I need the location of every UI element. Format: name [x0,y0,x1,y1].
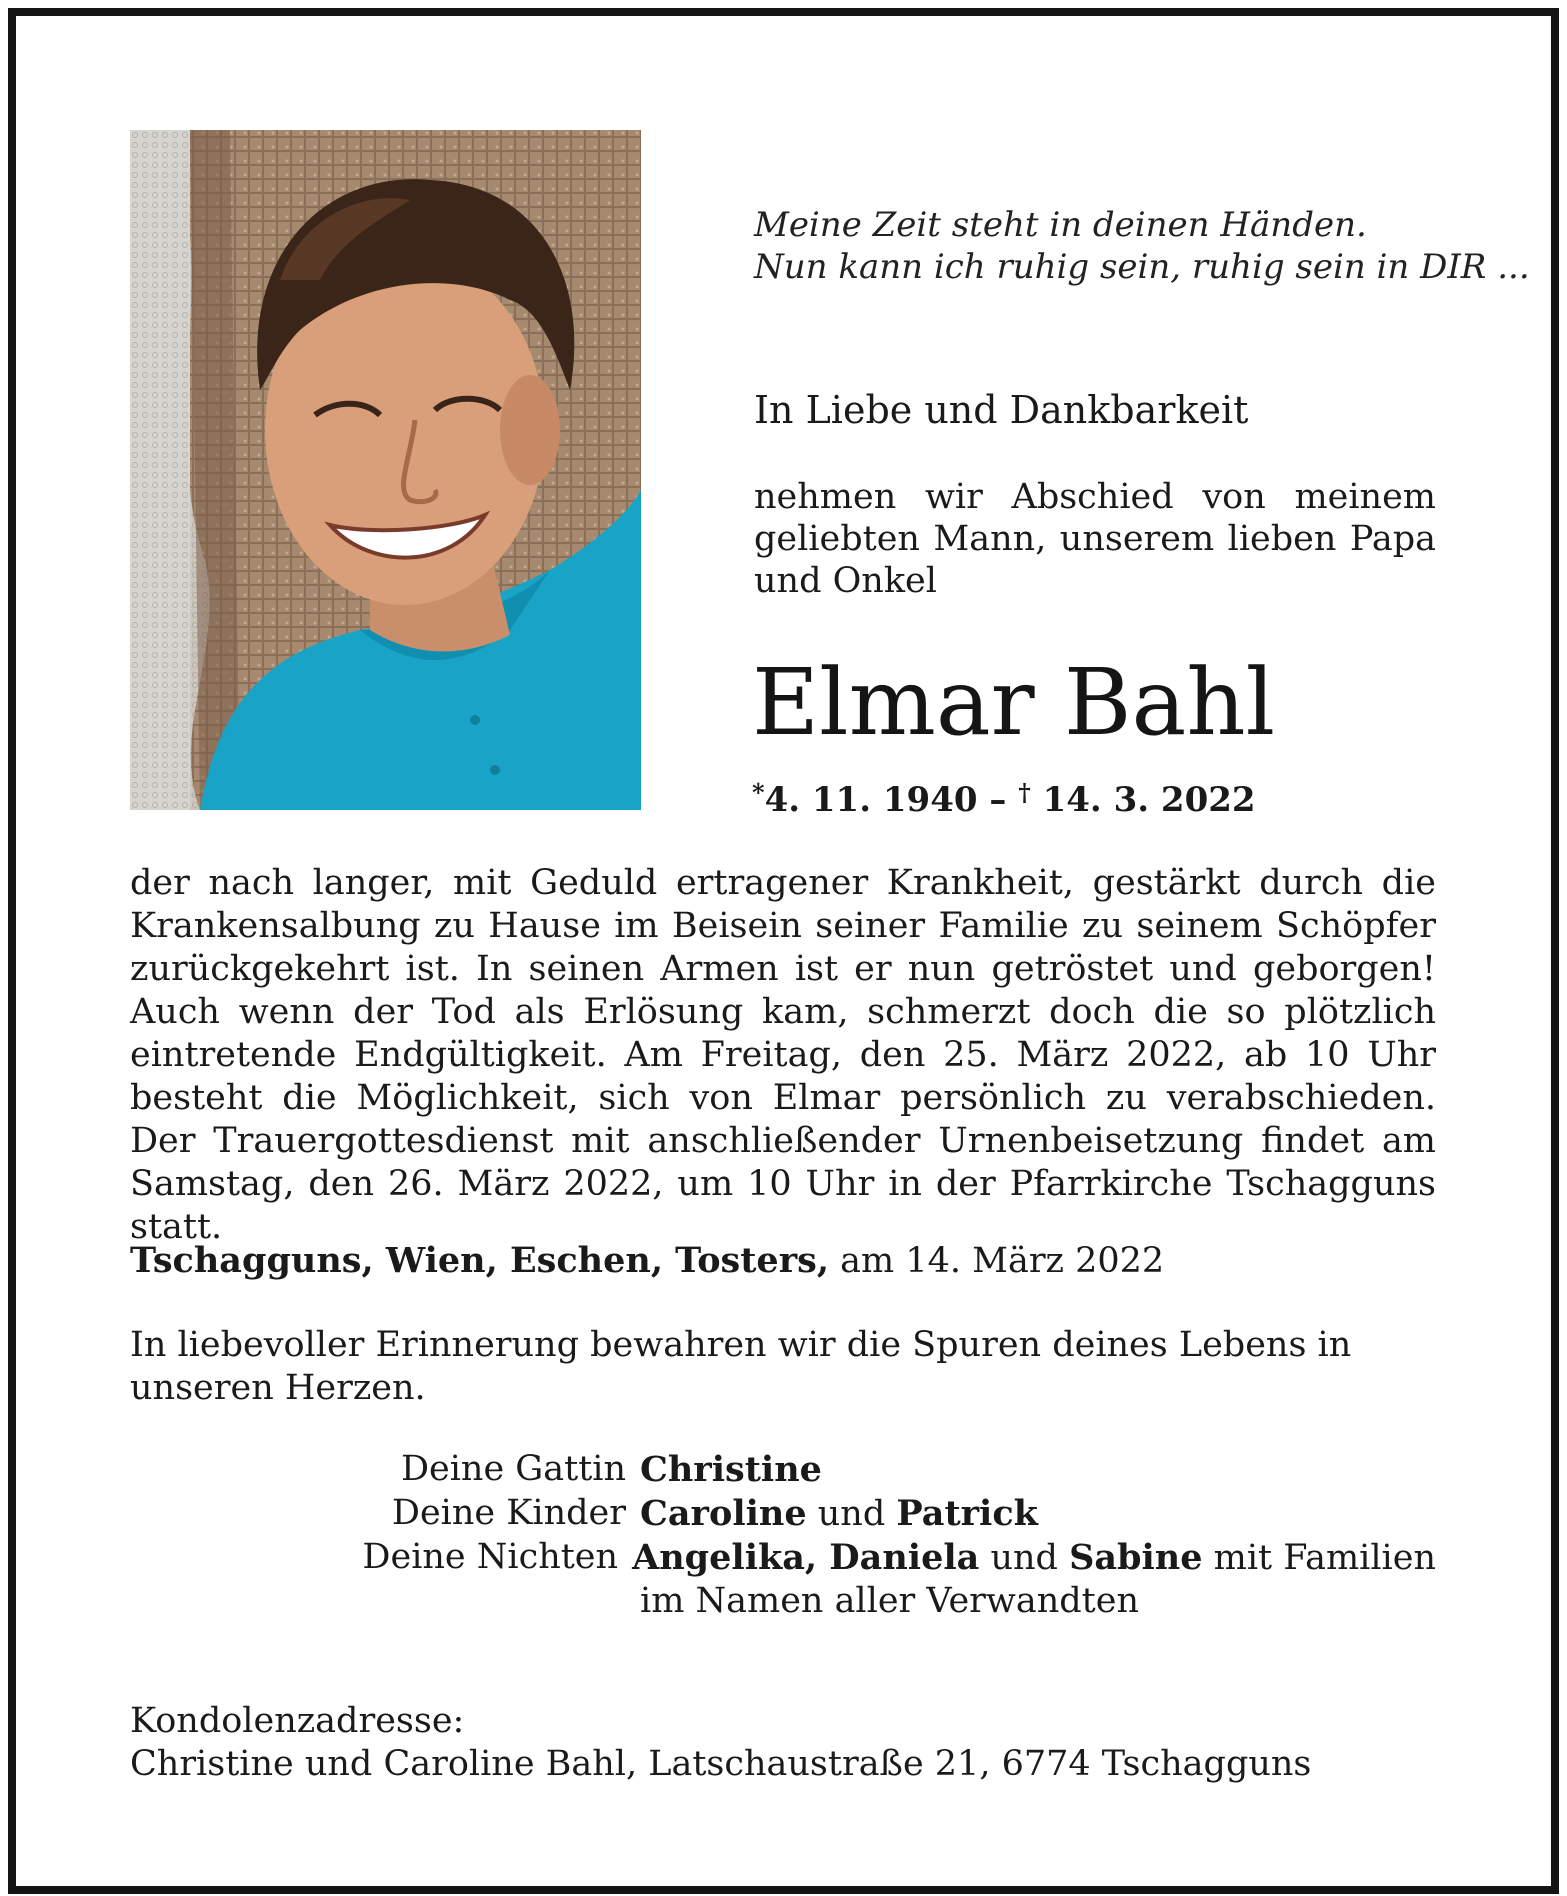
motto-line-2: Nun kann ich ruhig sein, ruhig sein in DIR ... [754,247,1530,287]
family-row-children [130,1492,1436,1536]
birth-symbol: * [752,778,765,807]
obituary-body: der nach langer, mit Geduld ertragener Krankheit, gestärkt durch die Krankensalbung zu Hause im Beisein seiner Familie zu seinem Schöpfer zurückgekehrt ist. In seinen Armen ist er nun getröstet und geborgen! Auch wenn der Tod als Erlösung kam, schmerzt doch die so plötzlich eintretende Endgültigkeit. Am Freitag, den 25. März 2022, ab 10 Uhr besteht die Möglichkeit, sich von Elmar persönlich zu verabschieden. Der Trauergottesdienst mit anschließender Urnenbeisetzung findet am Samstag, den 26. März 2022, um 10 Uhr in der Pfarrkirche Tschagguns statt. [130,863,1436,1247]
names-nieces: Angelika, Daniela [632,1537,980,1578]
name-child-2: Patrick [896,1493,1038,1534]
nieces-joiner: und [979,1538,1070,1578]
portrait-image [130,130,641,810]
role-wife: Deine Gattin [400,1449,626,1489]
role-nieces: Deine Nichten [362,1537,619,1577]
life-dates [752,780,1256,820]
notice-date: am 14. März 2022 [829,1241,1165,1281]
nieces-suffix: mit Familien [1202,1538,1436,1578]
relatives-line: im Namen aller Verwandten [640,1581,1139,1621]
condolence-address-line: Christine und Caroline Bahl, Latschaustraße 21, 6774 Tschagguns [130,1744,1312,1784]
name-wife: Christine [640,1449,822,1490]
motto [754,204,1530,288]
condolence-address [130,1700,1311,1786]
family-row-wife [130,1448,1436,1492]
name-child-1: Caroline [640,1493,807,1534]
birth-date: 4. 11. 1940 [764,780,978,820]
death-date: 14. 3. 2022 [1042,780,1256,820]
motto-line-1: Meine Zeit steht in deinen Händen. [754,205,1367,245]
farewell-paragraph: nehmen wir Abschied von meinem geliebten Mann, unserem lieben Papa und Onkel [754,477,1436,601]
children-joiner: und [806,1494,897,1534]
place-date-line [130,1240,1164,1281]
name-niece-3: Sabine [1069,1537,1203,1578]
family-signatures [130,1448,1436,1623]
family-row-nieces [130,1536,1436,1580]
portrait-photo [130,130,641,810]
places: Tschagguns, Wien, Eschen, Tosters, [130,1240,830,1281]
memory-paragraph: In liebevoller Erinnerung bewahren wir die Spuren deines Lebens in unseren Herzen. [130,1325,1352,1408]
family-row-relatives [130,1580,1436,1623]
intro-line: In Liebe und Dankbarkeit [754,388,1249,432]
role-children: Deine Kinder [391,1493,626,1533]
death-symbol: † [1018,778,1031,807]
date-separator: – [977,780,1019,820]
deceased-name: Elmar Bahl [752,649,1276,756]
condolence-label: Kondolenzadresse: [130,1701,465,1741]
